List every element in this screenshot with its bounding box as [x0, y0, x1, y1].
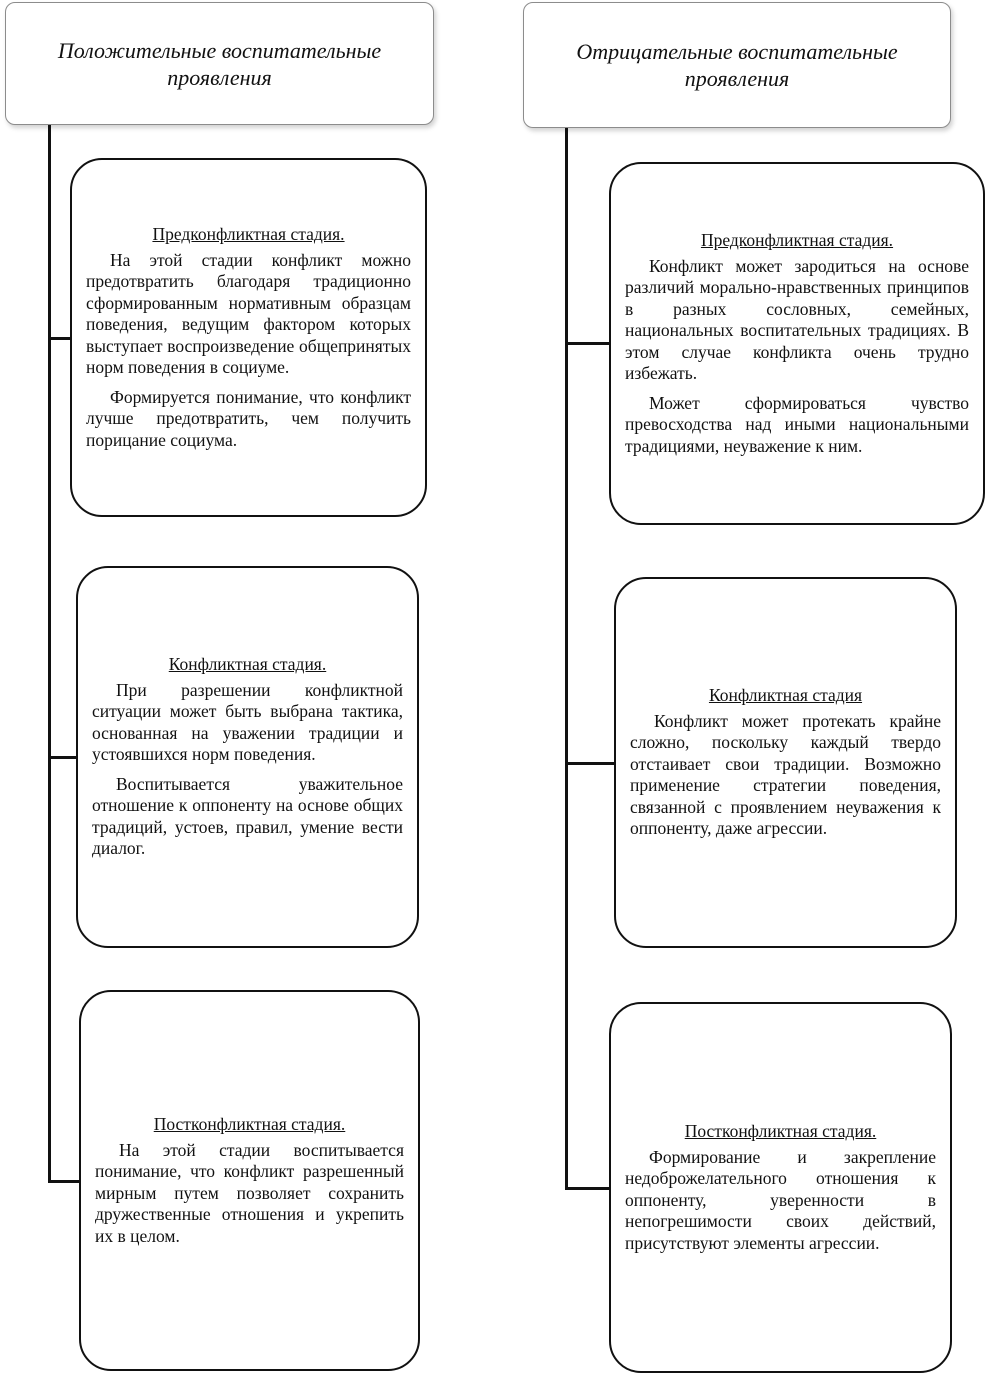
connector-left-vertical: [48, 125, 51, 1183]
card-paragraph: Конфликт может зародиться на основе различий морально-нравственных принципов в разных сословных, семейных, национальных воспитательных традициях. В этом случае конфликта очень трудно избежать.: [625, 255, 969, 383]
card-paragraph: Формирование и закрепление недоброжелательного отношения к оппоненту, уверенности в непогрешимости своих действий, присутствуют элементы агрессии.: [625, 1146, 936, 1253]
card-title: Предконфликтная стадия.: [152, 224, 345, 244]
negative-preconflict-card: [609, 162, 985, 525]
connector-right-stage-2: [565, 762, 615, 765]
connector-left-stage-3: [48, 1180, 80, 1183]
card-paragraph: На этой стадии воспитывается понимание, что конфликт разрешенный мирным путем позволяет сохранить дружественные отношения и укрепить их в целом.: [95, 1139, 404, 1246]
card-paragraph: Формируется понимание, что конфликт лучше предотвратить, чем получить порицание социума.: [86, 386, 411, 450]
header-positive-text: Положительные воспитательные проявления: [57, 37, 382, 90]
card-title: Конфликтная стадия.: [168, 654, 327, 675]
positive-conflict-card: [76, 566, 419, 948]
card-paragraph: Может сформироваться чувство превосходства над иными национальными традициями, неуважение к ним.: [625, 392, 969, 456]
positive-postconflict-card: [79, 990, 420, 1371]
header-positive: [5, 2, 434, 125]
card-title: Постконфликтная стадия.: [684, 1121, 877, 1141]
card-paragraph: При разрешении конфликтной ситуации может быть выбрана тактика, основанная на уважении традиции и устоявшихся норм поведения.: [92, 679, 403, 765]
connector-right-stage-3: [565, 1187, 611, 1190]
card-paragraph: Воспитывается уважительное отношение к оппоненту на основе общих традиций, устоев, правил, умение вести диалог.: [92, 773, 403, 859]
card-title: Конфликтная стадия: [708, 685, 863, 706]
card-paragraph: На этой стадии конфликт можно предотвратить благодаря традиционно сформированным нормативным образцам поведения, ведущим фактором которых выступает воспроизведение общепринятых норм поведения в социуме.: [86, 249, 411, 377]
card-paragraph: Конфликт может протекать крайне сложно, поскольку каждый твердо отстаивает свои традиции. Возможно применение стратегии поведения, связанной с проявлением неуважения к оппоненту, даже агрессии.: [630, 710, 941, 839]
negative-postconflict-card: [609, 1002, 952, 1373]
negative-conflict-card: [614, 577, 957, 948]
positive-preconflict-card: [70, 158, 427, 517]
header-negative: [523, 2, 951, 128]
card-title: Постконфликтная стадия.: [153, 1114, 346, 1134]
connector-right-stage-1: [565, 342, 611, 345]
connector-left-stage-2: [48, 756, 77, 759]
connector-right-vertical: [565, 128, 568, 1190]
connector-left-stage-1: [48, 337, 71, 340]
card-title: Предконфликтная стадия.: [700, 230, 894, 250]
header-negative-text: Отрицательные воспитательные проявления: [576, 39, 898, 91]
